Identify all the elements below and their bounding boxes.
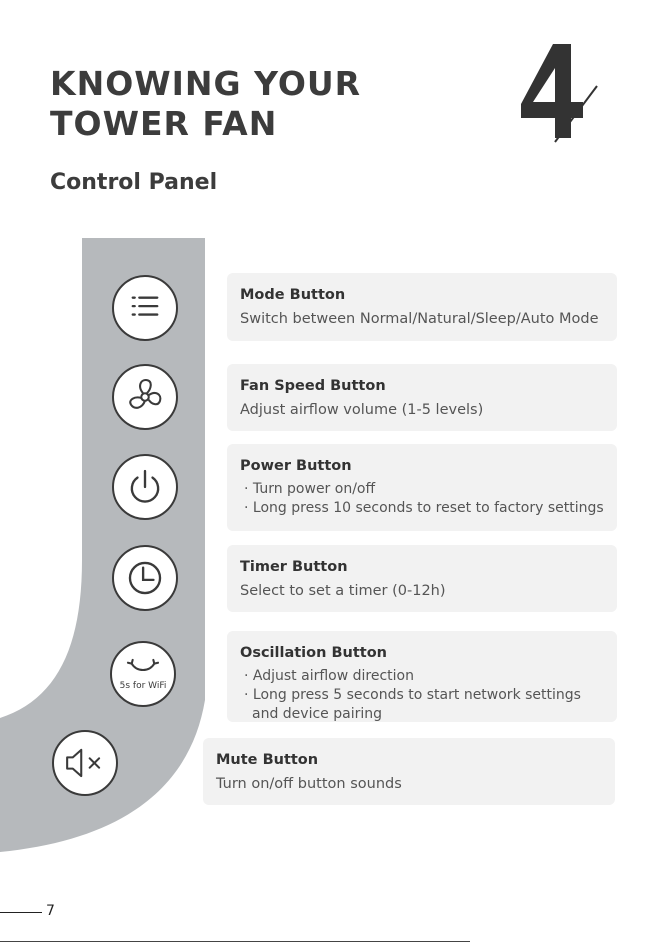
power-button-title: Power Button xyxy=(240,458,352,474)
power-button-card xyxy=(227,444,617,531)
page-title xyxy=(50,64,361,144)
power-icon xyxy=(114,456,176,518)
oscillation-button-card xyxy=(227,631,617,722)
oscillation-bullet-2: · Long press 5 seconds to start network settings and device pairing xyxy=(244,687,581,722)
oscillation-button-title: Oscillation Button xyxy=(240,645,388,661)
timer-button[interactable] xyxy=(112,545,178,611)
page-number-rule xyxy=(0,912,42,913)
wifi-hint-label: 5s for WiFi xyxy=(119,681,167,691)
mode-button-title: Mode Button xyxy=(240,287,346,303)
fan-speed-button[interactable] xyxy=(112,364,178,430)
list-icon xyxy=(114,277,176,339)
mode-button[interactable] xyxy=(112,275,178,341)
oscillation-bullet-1: · Adjust airflow direction xyxy=(244,668,414,684)
title-line-2: TOWER FAN xyxy=(50,104,278,143)
fan-speed-button-title: Fan Speed Button xyxy=(240,378,386,394)
timer-button-desc: Select to set a timer (0-12h) xyxy=(240,583,446,599)
oscillation-icon xyxy=(112,643,174,705)
bottom-rule xyxy=(0,941,470,942)
mute-button-desc: Turn on/off button sounds xyxy=(216,776,402,792)
title-line-1: KNOWING YOUR xyxy=(50,64,362,103)
mute-icon xyxy=(54,732,116,794)
timer-button-title: Timer Button xyxy=(240,559,348,575)
fan-icon xyxy=(114,366,176,428)
power-bullet-1-text: Turn power on/off xyxy=(252,481,376,497)
power-bullet-2: · Long press 10 seconds to reset to factory settings xyxy=(244,500,604,516)
power-button[interactable] xyxy=(112,454,178,520)
power-bullet-1: · Turn power on/off xyxy=(244,481,376,497)
mute-button-title: Mute Button xyxy=(216,752,319,768)
oscillation-bullet-2-text: Long press 5 seconds to start network settings and device pairing xyxy=(252,687,581,722)
mode-button-desc: Switch between Normal/Natural/Sleep/Auto Mode xyxy=(240,311,599,327)
oscillation-button[interactable] xyxy=(110,641,176,707)
fan-speed-button-desc: Adjust airflow volume (1-5 levels) xyxy=(240,402,484,418)
oscillation-bullet-1-text: Adjust airflow direction xyxy=(252,668,414,684)
mode-button-card xyxy=(227,273,617,341)
page-number: 7 xyxy=(46,903,55,919)
clock-icon xyxy=(114,547,176,609)
timer-button-card xyxy=(227,545,617,612)
section-subtitle: Control Panel xyxy=(50,170,218,195)
chapter-number-4 xyxy=(515,38,605,148)
power-bullet-2-text: Long press 10 seconds to reset to factory settings xyxy=(252,500,604,516)
mute-button[interactable] xyxy=(52,730,118,796)
fan-speed-button-card xyxy=(227,364,617,431)
mute-button-card xyxy=(203,738,615,805)
